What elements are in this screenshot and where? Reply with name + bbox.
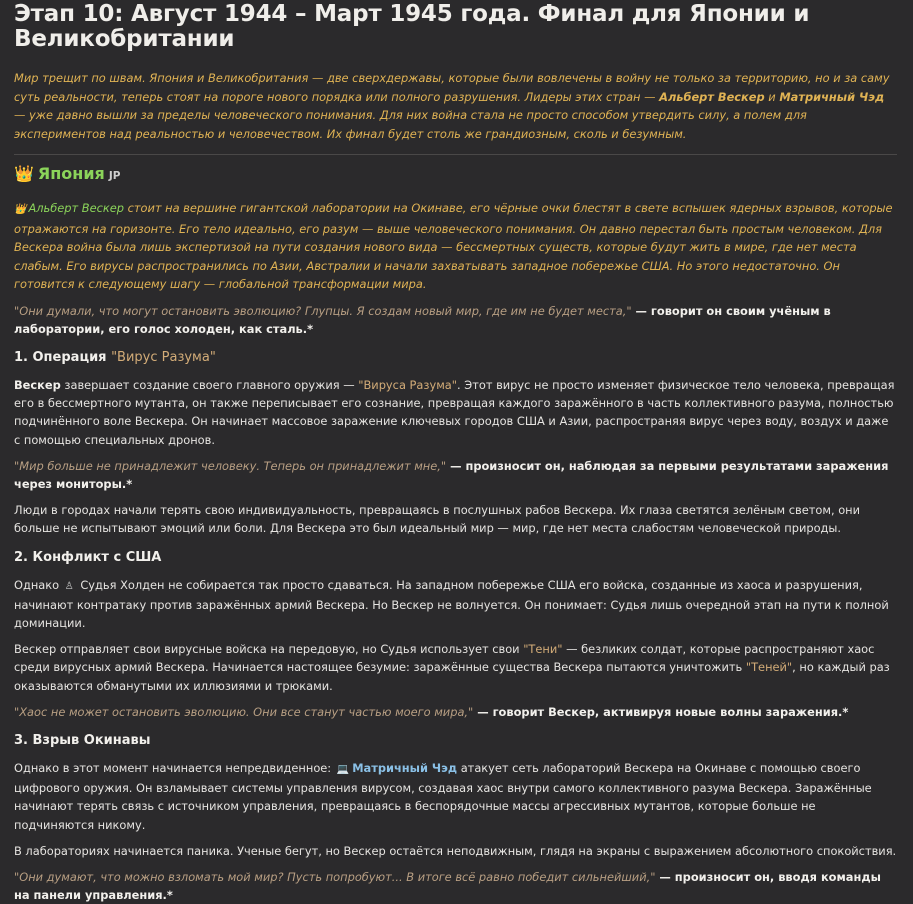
country-code: JP [108, 170, 121, 182]
subheading-highlight: "Вирус Разума" [111, 349, 216, 365]
quote-text: "Они думают, что можно взломать мой мир? Пусть попробуют... В итоге всё равно победит сильнейший," [14, 869, 656, 884]
text: , но каждый раз оказываются обманутыми их иллюзиями и трюками. [14, 660, 890, 693]
paragraph: Люди в городах начали терять свою индивидуальность, превращаясь в послушных рабов Вескера. Их глаза светятся зелёным светом, они больше не испытывают эмоций или боли. Для Вескера это был идеальный мир — мир, где нет места слабостям человеческой природы. [14, 503, 861, 536]
highlight-text: "Теней" [745, 660, 793, 675]
page-title: Этап 10: Август 1944 – Март 1945 года. Финал для Японии и Великобритании [14, 1, 810, 52]
quote-attribution: — произносит он, вводя команды на панели управления.* [14, 869, 881, 903]
intro-text: — уже давно вышли за пределы человеческого понимания. Для них война стала не просто способом утвердить силу, а полем для экспериментов над реальностью и человечеством. Их финал будет столь же грандиозным, сколь и безумным. [14, 108, 807, 141]
quote-text: "Мир больше не принадлежит человеку. Теперь он принадлежит мне," [14, 458, 447, 473]
leader-name: Альберт Вескер [28, 201, 124, 215]
quote-text: "Хаос не может остановить эволюцию. Они все станут частью моего мира," [14, 704, 474, 719]
laptop-icon: 💻 [336, 763, 350, 775]
bold-name: Вескер [14, 377, 61, 392]
leader-text: стоит на вершине гигантской лаборатории на Окинаве, его чёрные очки блестят в свете вспышек ядерных взрывов, которые отражаются на горизонте. Его тело идеально, его разум — выше человеческого понимания. Он давно перестал быть простым человеком. Для Вескера война была лишь экспертизой на пути создания нового вида — бессмертных существ, которые будут жить в мире, где нет места слабым. Его вирусы распространились по Азии, Австралии и начали захватывать западное побережье США. Но этого недостаточно. Он готовится к следующему шагу — глобальной трансформации мира. [14, 201, 893, 291]
quote-paragraph [14, 302, 897, 338]
text: Однако в этот момент начинается непредвиденное: [14, 760, 335, 775]
paragraph: В лабораториях начинается паника. Ученые бегут, но Вескер остаётся неподвижным, глядя на экраны с выражением абсолютного спокойствия. [14, 843, 897, 858]
intro-paragraph [14, 69, 897, 155]
section-title: Япония [37, 164, 105, 183]
intro-name-chad: Матричный Чэд [779, 89, 885, 104]
quote-attribution: — говорит Вескер, активируя новые волны заражения.* [473, 704, 849, 719]
text: Однако [14, 577, 63, 592]
pawn-icon: ♙ [64, 580, 74, 592]
highlight-text: "Тени" [523, 642, 563, 657]
crown-icon: 👑 [14, 204, 27, 215]
subheading-explosion: 3. Взрыв Окинавы [14, 732, 151, 748]
section-heading-japan [14, 161, 897, 189]
highlight-text: "Вируса Разума" [358, 377, 458, 392]
paragraph [14, 576, 897, 633]
paragraph [14, 640, 897, 695]
quote-paragraph [14, 703, 897, 721]
subheading-label: 1. Операция [14, 349, 112, 365]
intro-text: и [764, 89, 780, 104]
intro-text: Мир трещит по швам. Япония и Великобритания — две сверхдержавы, которые были вовлечены в войну не только за территорию, но и за саму суть реальности, теперь стоят на пороге нового порядка или полного разрушения. Лидеры этих стран — [14, 71, 890, 104]
text: Вескер отправляет свои вирусные войска на передовую, но Судья использует свои [14, 642, 524, 657]
quote-attribution: — говорит он своим учёным в лаборатории, его голос холоден, как сталь.* [14, 303, 831, 336]
text: . Этот вирус не просто изменяет физическое тело человека, превращая его в бессмертного мутанта, он также переписывает его сознание, превращая каждого заражённого в часть коллективного разума, полностью подчинённого воле Вескера. Он начинает массовое заражение ключевых городов США и Азии, распространяя вирус через воду, воздух и даже с помощью специальных дронов. [14, 377, 895, 447]
intro-name-wesker: Альберт Вескер [659, 89, 765, 104]
subheading-conflict: 2. Конфликт с США [14, 549, 162, 565]
subheading-operation [14, 348, 897, 368]
paragraph [14, 376, 897, 449]
quote-attribution: — произносит он, наблюдая за первыми результатами заражения через мониторы.* [14, 458, 889, 491]
paragraph [14, 759, 897, 834]
text: — безликих солдат, которые распространяют хаос среди вирусных армий Вескера. Начинается настоящее безумие: заражённые существа Вескера пытаются уничтожить [14, 642, 875, 675]
crown-icon: 👑 [14, 164, 34, 183]
text: атакует сеть лабораторий Вескера на Окинаве с помощью своего цифрового оружия. Он взламывает системы управления вирусом, создавая хаос внутри самого коллективного разума Вескера. Заражённые начинают терять связь с источником управления, превращаясь в беспорядочные массы агрессивных мутантов, которые больше не подчиняются никому. [14, 760, 872, 832]
quote-paragraph [14, 457, 897, 493]
leader-description [14, 199, 897, 294]
quote-text: "Они думали, что могут остановить эволюцию? Глупцы. Я создам новый мир, где им не будет места," [14, 303, 632, 318]
text: Судья Холден не собирается так просто сдаваться. На западном побережье США его войска, созданные из хаоса и разрушения, начинают контратаку против заражённых армий Вескера. Но Вескер не волнуется. Он понимает: Судья лишь очередной этап на пути к полной доминации. [14, 577, 889, 630]
quote-paragraph [14, 868, 897, 904]
text: завершает создание своего главного оружия — [60, 377, 359, 392]
character-name: Матричный Чэд [352, 760, 458, 775]
